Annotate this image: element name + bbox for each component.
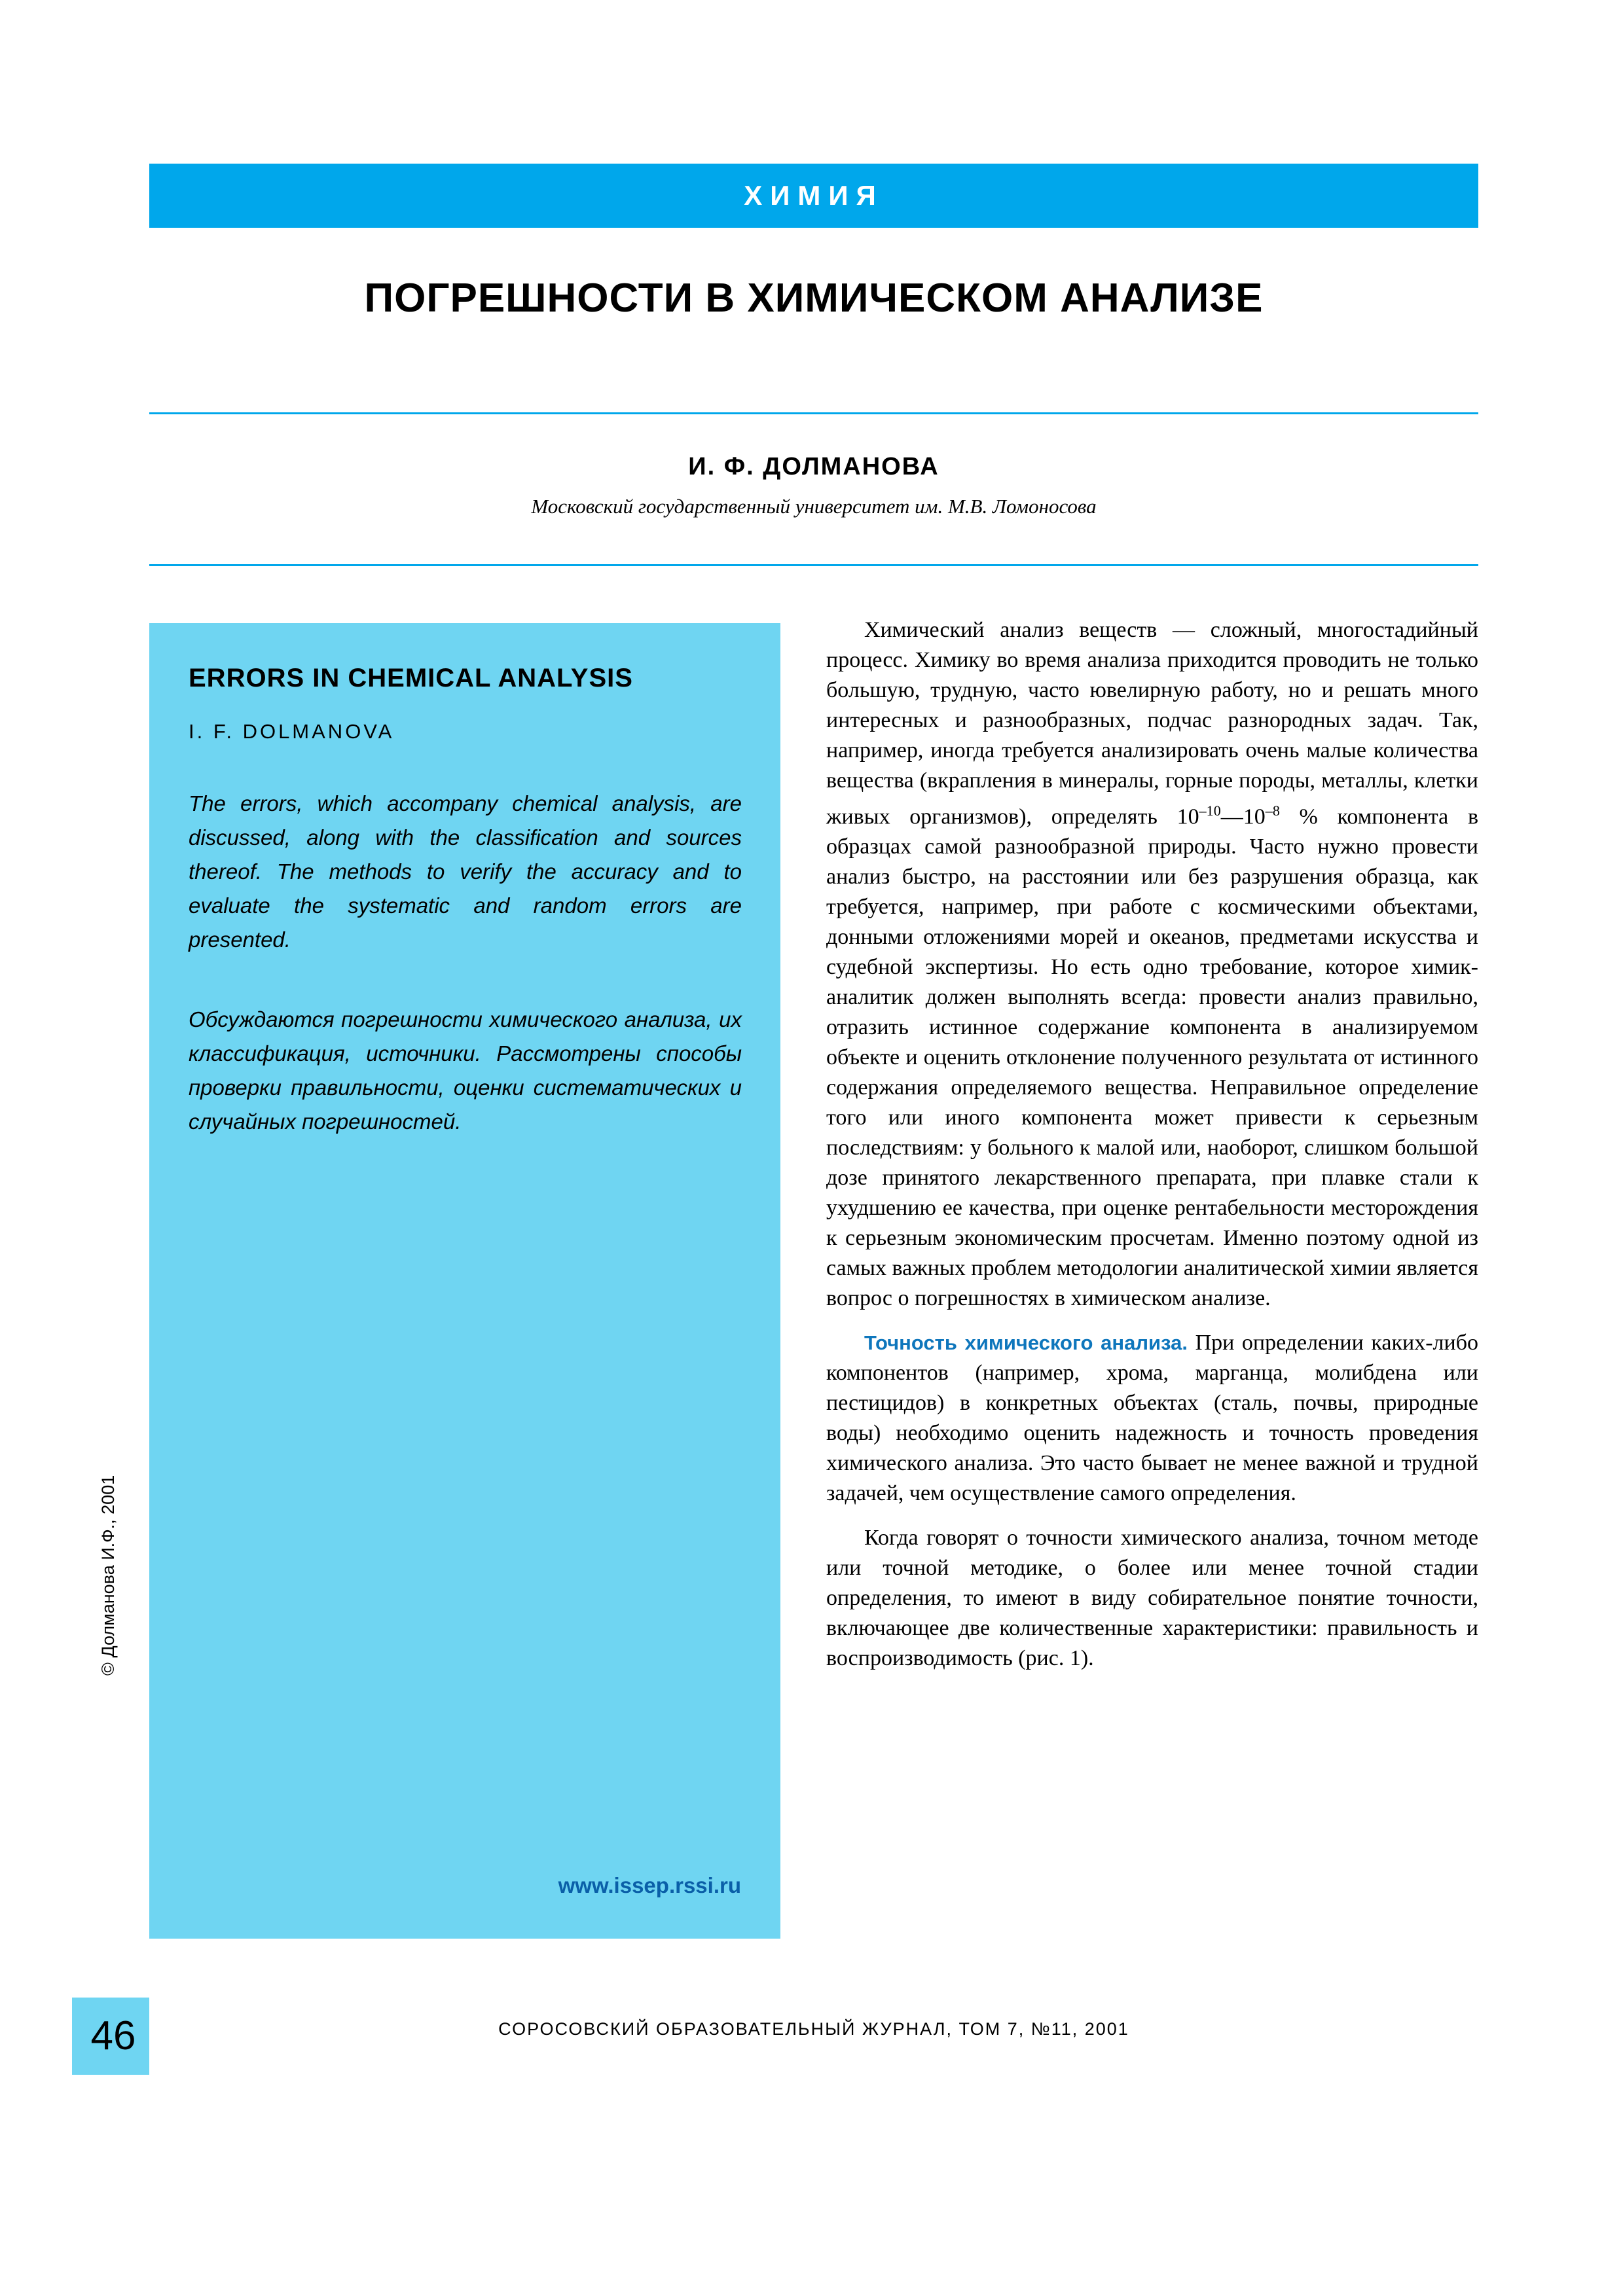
body-p1-exponent-1: –10 — [1199, 802, 1221, 819]
body-p1-part-b: —10 — [1220, 804, 1266, 829]
body-p1-exponent-2: –8 — [1265, 802, 1280, 819]
journal-footer: СОРОСОВСКИЙ ОБРАЗОВАТЕЛЬНЫЙ ЖУРНАЛ, ТОМ 7, №11, 2001 — [498, 2019, 1129, 2039]
abstract-panel — [149, 623, 780, 1939]
section-band — [149, 164, 1478, 228]
abstract-text-ru: Обсуждаются погрешности химического анализа, их классификация, источники. Рассмотрены способы проверки правильности, оценки систематических и случайных погрешностей. — [189, 1007, 742, 1134]
divider-top — [149, 412, 1478, 414]
page-number: 46 — [90, 2013, 136, 2058]
article-body — [826, 615, 1478, 1674]
section-label: ХИМИЯ — [744, 180, 884, 211]
author-name: И. Ф. ДОЛМАНОВА — [688, 453, 939, 480]
abstract-title-en: ERRORS IN CHEMICAL ANALYSIS — [189, 664, 633, 692]
abstract-author-en: I. F. DOLMANOVA — [189, 720, 395, 743]
body-p1-part-c: % компонента в образцах самой разнообразной природы. Часто нужно провести анализ быстро, на расстоянии или без разрушения образца, как требуется, например, при работе с космическими объектами, донными отложениями морей и океанов, предметами искусства и судебной экспертизы. Но есть одно требование, которое химик-аналитик должен выполнять всегда: провести анализ правильно, отразить истинное содержание компонента в анализируемом объекте и оценить отклонение полученного результата от истинного содержания определяемого вещества. Неправильное определение того или иного компонента может привести к серьезным последствиям: у больного к малой или, наоборот, слишком большой дозе принятого лекарственного препарата, при плавке стали к ухудшению ее качества, при оценке рентабельности месторождения к серьезным экономическим просчетам. Именно поэтому одной из самых важных проблем методологии аналитической химии является вопрос о погрешностях в химическом анализе. — [826, 804, 1478, 1311]
page-title: ПОГРЕШНОСТИ В ХИМИЧЕСКОМ АНАЛИЗЕ — [364, 276, 1264, 321]
body-p2-text: При определении каких-либо компонентов (например, хрома, марганца, молибдена или пестицидов) в конкретных объектах (сталь, почвы, природные воды) необходимо оценить надежность и точность проведения химического анализа. Это часто бывает не менее важной и трудной задачей, чем осуществление самого определения. — [826, 1331, 1478, 1506]
body-paragraph-1 — [826, 615, 1478, 1314]
divider-bottom — [149, 564, 1478, 566]
body-paragraph-2 — [826, 1328, 1478, 1509]
copyright-notice: © Долманова И.Ф., 2001 — [98, 1475, 118, 1676]
author-affiliation: Московский государственный университет им. М.В. Ломоносова — [531, 495, 1097, 518]
abstract-text-en: The errors, which accompany chemical analysis, are discussed, along with the classification and sources thereof. The methods to verify the accuracy and to evaluate the systematic and random errors are presented. — [189, 791, 742, 952]
body-p1-part-a: Химический анализ веществ — сложный, многостадийный процесс. Химику во время анализа приходится проводить не только большую, трудную, часто ювелирную работу, но и решать много интересных и разнообразных, подчас разнородных задач. Так, например, иногда требуется анализировать очень малые количества вещества (вкрапления в минералы, горные породы, металлы, клетки живых организмов), определять 10 — [826, 618, 1478, 829]
journal-website-link[interactable]: www.issep.rssi.ru — [558, 1873, 741, 1897]
body-paragraph-3: Когда говорят о точности химического анализа, точном методе или точной методике, о более или менее точной стадии определения, то имеют в виду собирательное понятие точности, включающее две количественные характеристики: правильность и воспроизводимость (рис. 1). — [826, 1526, 1478, 1671]
section-lead-in: Точность химического анализа. — [864, 1331, 1188, 1355]
